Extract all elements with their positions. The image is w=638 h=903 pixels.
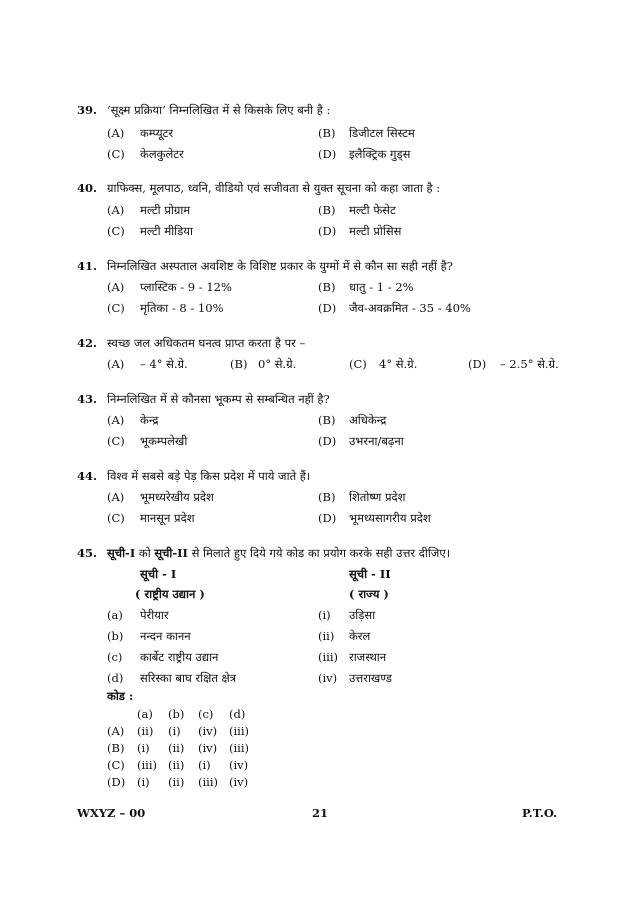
question-text: ‘सूक्ष्म प्रक्रिया’ निम्नलिखित में से किसके लिए बनी है : [107, 103, 331, 117]
option-label: (A) [107, 126, 125, 140]
code-value: (ii) [137, 724, 154, 738]
match-label: (c) [107, 650, 123, 664]
match-label: (iii) [318, 650, 339, 664]
option-label: (B) [318, 490, 336, 504]
option-label: (C) [107, 511, 125, 525]
option-text: – 2.5° से.ग्रे. [500, 357, 559, 371]
code-option-label: (B) [107, 741, 125, 755]
option-label: (B) [318, 413, 336, 427]
option-text: डिजीटल सिस्टम [349, 126, 415, 140]
code-value: (iv) [229, 758, 249, 772]
option-text: मल्टी मीडिया [140, 224, 193, 238]
code-header: (d) [229, 707, 246, 721]
option-label: (A) [107, 280, 125, 294]
page-number: 21 [312, 806, 329, 820]
list2-title: सूची - II [349, 567, 391, 581]
match-item: केरल [349, 629, 371, 643]
code-value: (i) [198, 758, 211, 772]
match-label: (d) [107, 671, 124, 685]
match-label: (ii) [318, 629, 335, 643]
code-value: (iii) [229, 724, 250, 738]
footer-code: WXYZ – 00 [77, 806, 146, 820]
option-label: (C) [349, 357, 367, 371]
match-item: सरिस्का बाघ रक्षित क्षेत्र [140, 671, 237, 685]
option-text: प्लास्टिक - 9 - 12% [140, 280, 232, 294]
option-text: भूकम्पलेखी [140, 434, 188, 448]
match-item: पेरीयार [140, 608, 169, 622]
option-text: कम्प्यूटर [140, 126, 174, 140]
option-text: 0° से.ग्रे. [258, 357, 297, 371]
question-number: 43. [77, 392, 98, 406]
code-value: (ii) [168, 775, 185, 789]
code-value: (i) [137, 775, 150, 789]
option-label: (A) [107, 490, 125, 504]
code-header: (a) [137, 707, 153, 721]
code-value: (iii) [198, 775, 219, 789]
option-text: – 4° से.ग्रे. [140, 357, 188, 371]
code-header: (c) [198, 707, 214, 721]
option-label: (D) [318, 434, 337, 448]
option-label: (A) [107, 203, 125, 217]
option-label: (C) [107, 224, 125, 238]
question-text: स्वच्छ जल अधिकतम घनत्व प्राप्त करता है पर – [107, 336, 306, 350]
match-item: राजस्थान [349, 650, 387, 664]
code-option-label: (D) [107, 775, 126, 789]
list1-title: सूची - I [140, 567, 177, 581]
match-item: उड़िसा [349, 608, 376, 622]
option-text: जैव-अवक्रमित - 35 - 40% [349, 301, 471, 315]
code-value: (iii) [229, 741, 250, 755]
match-item: उत्तराखण्ड [349, 671, 392, 685]
option-text: केलकुलेटर [140, 147, 184, 161]
question-number: 44. [77, 469, 98, 483]
option-label: (B) [230, 357, 248, 371]
option-text: धातु - 1 - 2% [349, 280, 414, 294]
option-label: (B) [318, 280, 336, 294]
option-text: मल्टी फेसेट [349, 203, 396, 217]
option-text: 4° से.ग्रे. [379, 357, 418, 371]
question-number: 41. [77, 259, 98, 273]
code-value: (i) [137, 741, 150, 755]
option-label: (D) [468, 357, 487, 371]
question-text-part: से मिलाते हुए दिये गये कोड का प्रयोग करके सही उत्तर दीजिए। [187, 546, 451, 560]
match-label: (b) [107, 629, 124, 643]
option-text: मल्टी प्रोसिस [349, 224, 402, 238]
option-label: (C) [107, 147, 125, 161]
question-text [107, 546, 450, 561]
code-value: (iv) [229, 775, 249, 789]
option-text: भूमध्यसागरीय प्रदेश [349, 511, 431, 525]
match-item: कार्बेट राष्ट्रीय उद्यान [140, 650, 219, 664]
option-label: (C) [107, 434, 125, 448]
list1-ref: सूची-I [107, 546, 136, 560]
option-text: उभरना/बढ़ना [349, 434, 404, 448]
code-label: कोड : [107, 689, 134, 703]
match-label: (iv) [318, 671, 338, 685]
option-text: इलैक्ट्रिक गुड्स [349, 147, 411, 161]
option-text: भूमध्यरेखीय प्रदेश [140, 490, 214, 504]
code-value: (iv) [198, 741, 218, 755]
option-label: (A) [107, 413, 125, 427]
question-number: 39. [77, 103, 98, 117]
list2-subtitle: ( राज्य ) [349, 587, 389, 601]
question-text: विश्व में सबसे बड़े पेड़ किस प्रदेश में पाये जाते हैं। [107, 469, 311, 483]
match-label: (a) [107, 608, 123, 622]
code-value: (iii) [137, 758, 158, 772]
question-text-part: को [135, 546, 155, 560]
question-number: 45. [77, 546, 98, 560]
question-text: निम्नलिखित में से कौनसा भूकम्प से सम्बन्धित नहीं है? [107, 392, 330, 406]
option-text: मृतिका - 8 - 10% [140, 301, 224, 315]
code-value: (ii) [168, 741, 185, 755]
option-text: शितोष्ण प्रदेश [349, 490, 406, 504]
footer-pto: P.T.O. [522, 806, 558, 820]
code-value: (i) [168, 724, 181, 738]
option-text: केन्द्र [140, 413, 159, 427]
option-text: अधिकेन्द्र [349, 413, 387, 427]
option-label: (D) [318, 147, 337, 161]
match-item: नन्दन कानन [140, 629, 191, 643]
match-label: (i) [318, 608, 331, 622]
option-label: (A) [107, 357, 125, 371]
code-option-label: (A) [107, 724, 125, 738]
list2-ref: सूची-II [154, 546, 188, 560]
list1-subtitle: ( राष्ट्रीय उद्यान ) [135, 587, 205, 601]
code-value: (ii) [168, 758, 185, 772]
option-label: (B) [318, 203, 336, 217]
option-text: मल्टी प्रोग्राम [140, 203, 191, 217]
option-label: (D) [318, 224, 337, 238]
question-text: निम्नलिखित अस्पताल अवशिष्ट के विशिष्ट प्रकार के युग्मों में से कौन सा सही नहीं है? [107, 259, 453, 273]
option-label: (D) [318, 301, 337, 315]
code-value: (iv) [198, 724, 218, 738]
question-number: 40. [77, 181, 98, 195]
option-text: मानसून प्रदेश [140, 511, 195, 525]
option-label: (C) [107, 301, 125, 315]
option-label: (B) [318, 126, 336, 140]
option-label: (D) [318, 511, 337, 525]
code-option-label: (C) [107, 758, 125, 772]
question-text: ग्राफिक्स, मूलपाठ, ध्वनि, वीडियो एवं सजीवता से युक्त सूचना को कहा जाता है : [107, 181, 441, 195]
question-number: 42. [77, 336, 98, 350]
code-header: (b) [168, 707, 185, 721]
